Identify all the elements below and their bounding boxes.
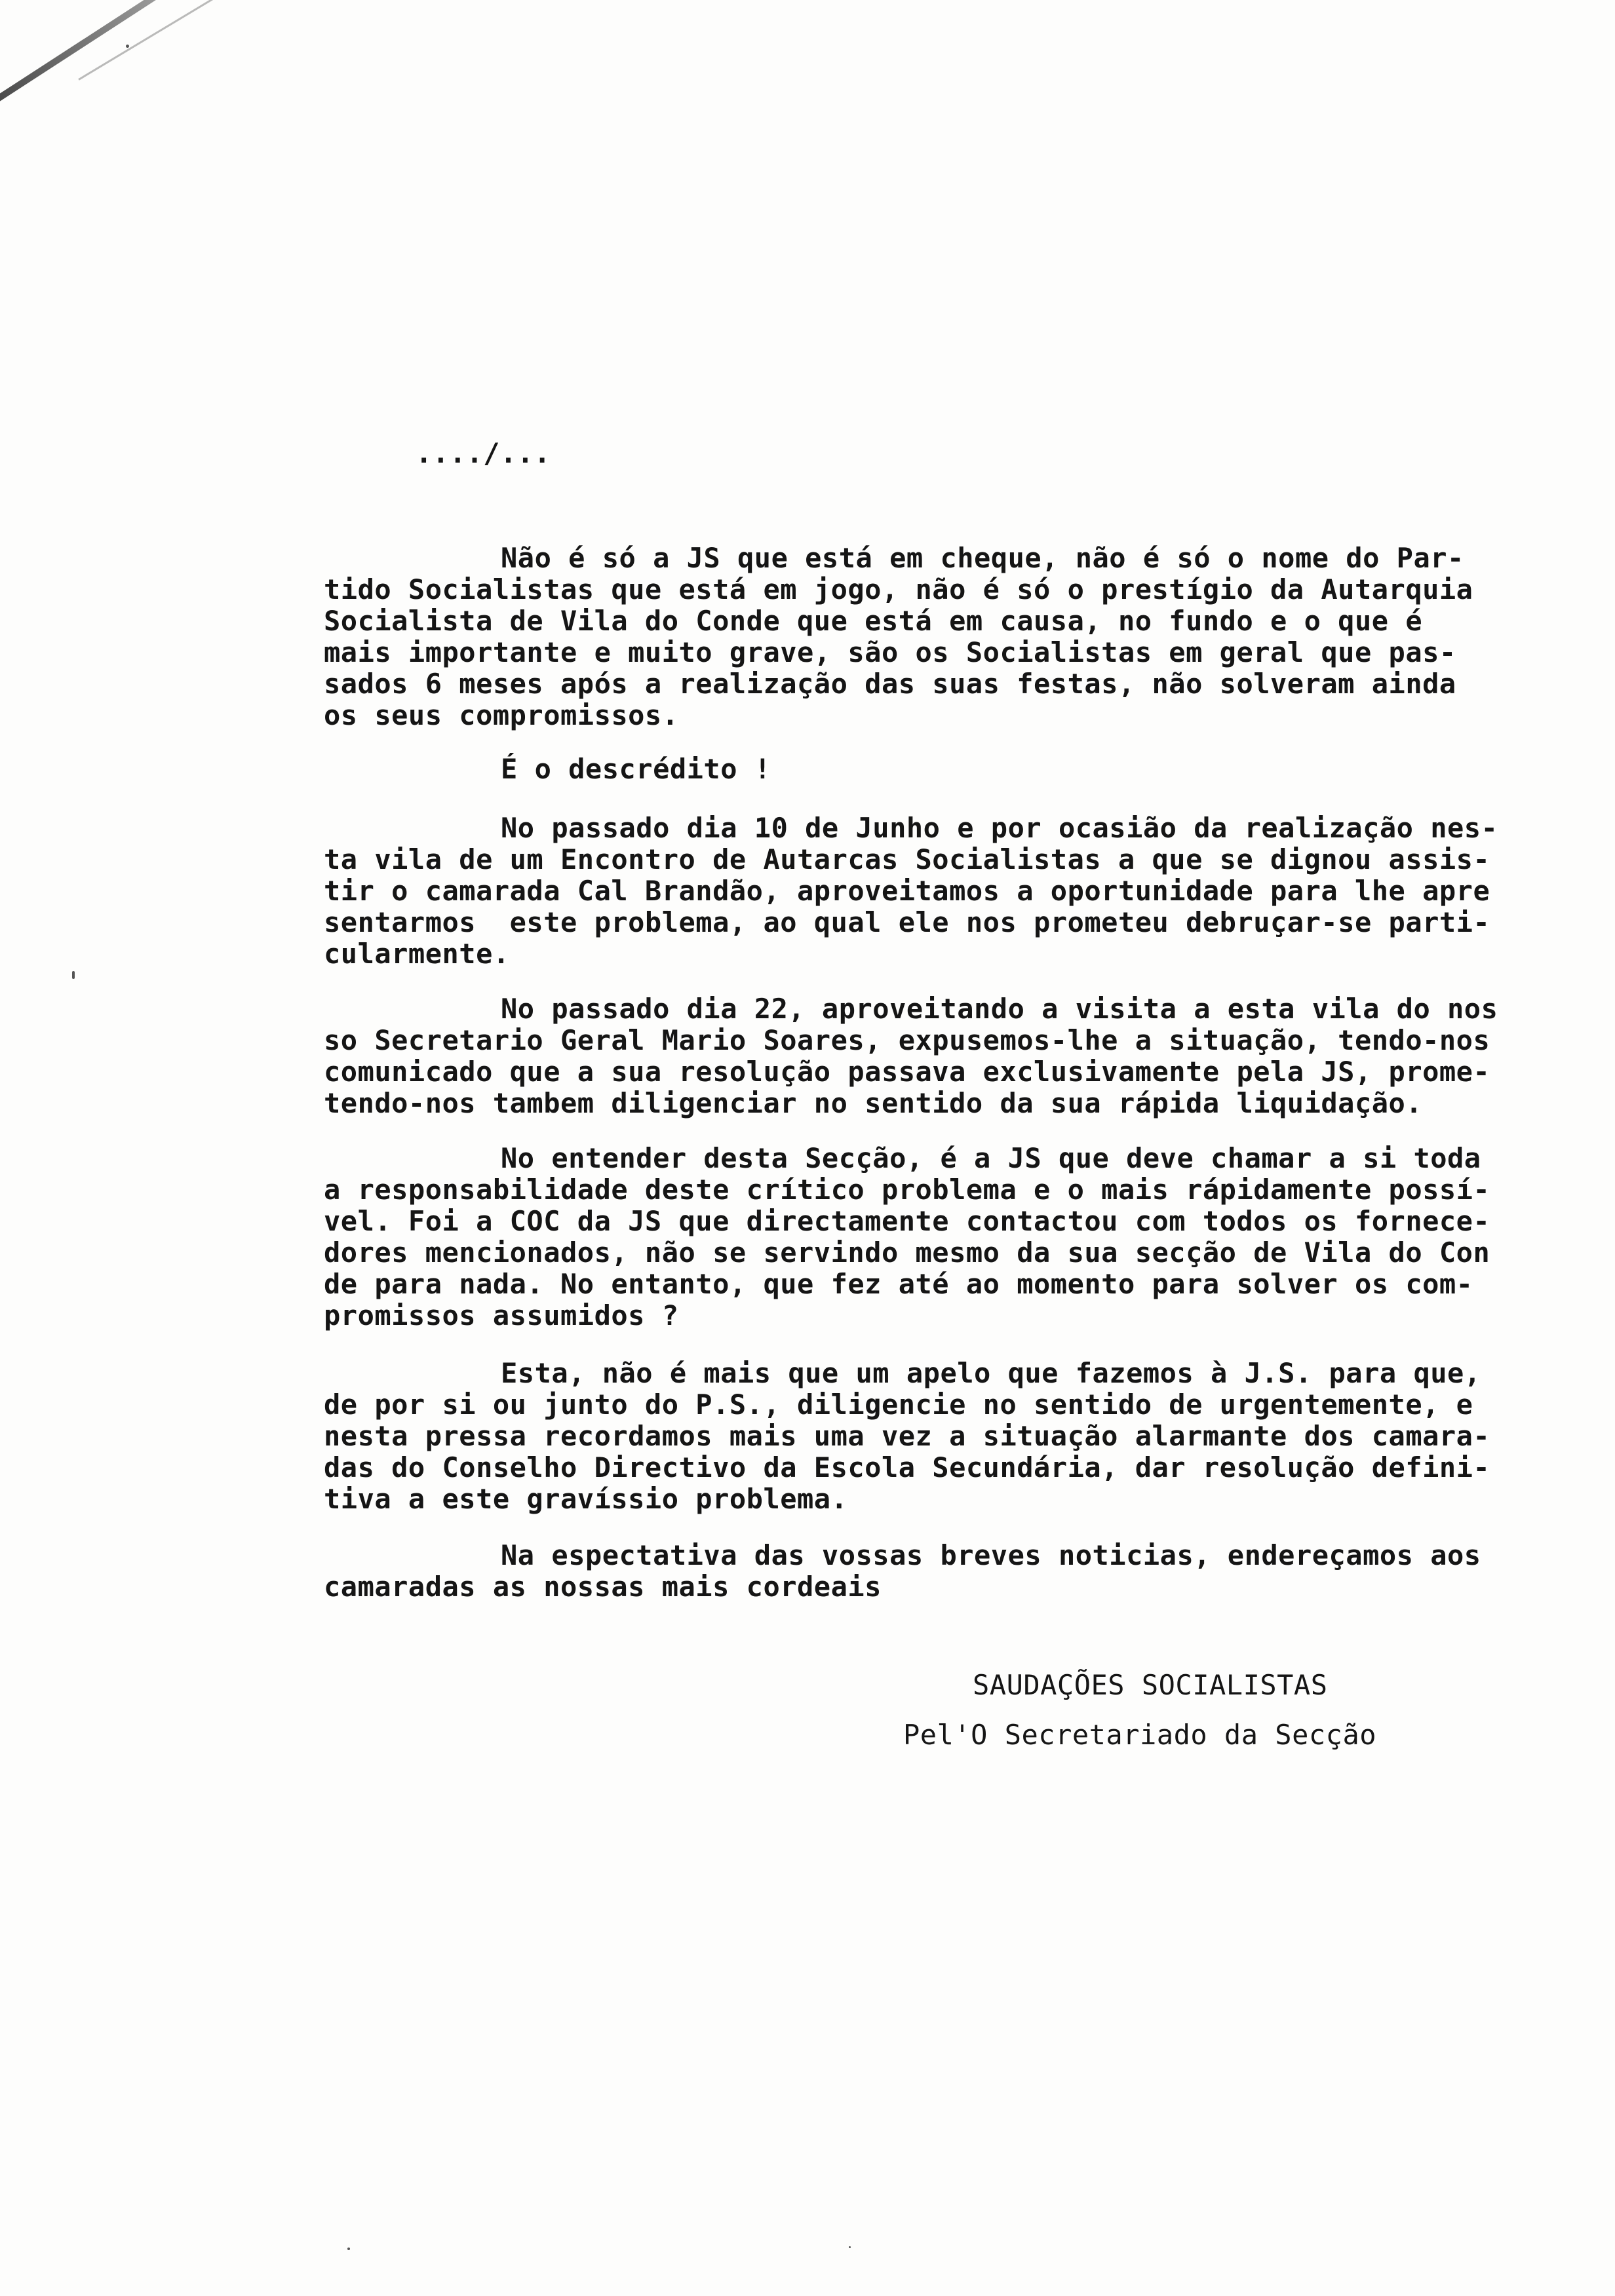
continuation-mark: ..../... [416,437,551,469]
scan-streak [78,0,225,81]
paragraph-line: cularmente. [324,938,510,970]
paragraph-line: promissos assumidos ? [324,1299,679,1331]
paragraph-line: a responsabilidade deste crítico problema e o mais rápidamente possí- [324,1174,1490,1206]
paragraph-line: so Secretario Geral Mario Soares, expusemos-lhe a situação, tendo-nos [324,1024,1490,1056]
paragraph-line: tendo-nos tambem diligenciar no sentido da sua rápida liquidação. [324,1087,1423,1119]
paragraph-line: No passado dia 10 de Junho e por ocasião da realização nes- [501,812,1498,844]
scan-speck [347,2248,350,2250]
paragraph-line: de para nada. No entanto, que fez até ao momento para solver os com- [324,1268,1473,1300]
paragraph-line: sentarmos este problema, ao qual ele nos prometeu debruçar-se parti- [324,906,1490,938]
paragraph-line: das do Conselho Directivo da Escola Secundária, dar resolução defini- [324,1451,1490,1483]
scan-speck [126,45,129,48]
paragraph-line: No entender desta Secção, é a JS que deve chamar a si toda [501,1142,1481,1174]
scan-speck [849,2246,851,2248]
paragraph-line: Esta, não é mais que um apelo que fazemos à J.S. para que, [501,1357,1481,1389]
paragraph-line: os seus compromissos. [324,699,679,731]
paragraph-line: Socialista de Vila do Conde que está em causa, no fundo e o que é [324,605,1423,637]
paragraph-line: Na espectativa das vossas breves noticias, endereçamos aos [501,1539,1481,1571]
closing-signatory: Pel'O Secretariado da Secção [903,1719,1377,1751]
paragraph-line: dores mencionados, não se servindo mesmo da sua secção de Vila do Con [324,1236,1490,1269]
paragraph-line: É o descrédito ! [501,753,771,785]
paragraph-line: No passado dia 22, aproveitando a visita a esta vila do nos [501,993,1498,1025]
paragraph-line: tiva a este gravíssio problema. [324,1483,848,1515]
paragraph-line: vel. Foi a COC da JS que directamente contactou com todos os fornece- [324,1205,1490,1237]
paragraph-line: tir o camarada Cal Brandão, aproveitamos a oportunidade para lhe apre [324,875,1490,907]
paragraph-line: camaradas as nossas mais cordeais [324,1571,882,1603]
paragraph-line: sados 6 meses após a realização das suas festas, não solveram ainda [324,668,1456,700]
paragraph-line: nesta pressa recordamos mais uma vez a situação alarmante dos camara- [324,1420,1490,1452]
paragraph-line: tido Socialistas que está em jogo, não é só o prestígio da Autarquia [324,573,1473,605]
closing-salutation: SAUDAÇÕES SOCIALISTAS [973,1669,1328,1701]
scan-streak [0,0,231,104]
paragraph-line: comunicado que a sua resolução passava exclusivamente pela JS, prome- [324,1056,1490,1088]
paragraph-line: Não é só a JS que está em cheque, não é só o nome do Par- [501,542,1464,574]
paragraph-line: mais importante e muito grave, são os Socialistas em geral que pas- [324,636,1456,668]
paragraph-line: de por si ou junto do P.S., diligencie no sentido de urgentemente, e [324,1388,1473,1421]
scan-speck [72,971,75,979]
paragraph-line: ta vila de um Encontro de Autarcas Socialistas a que se dignou assis- [324,843,1490,875]
